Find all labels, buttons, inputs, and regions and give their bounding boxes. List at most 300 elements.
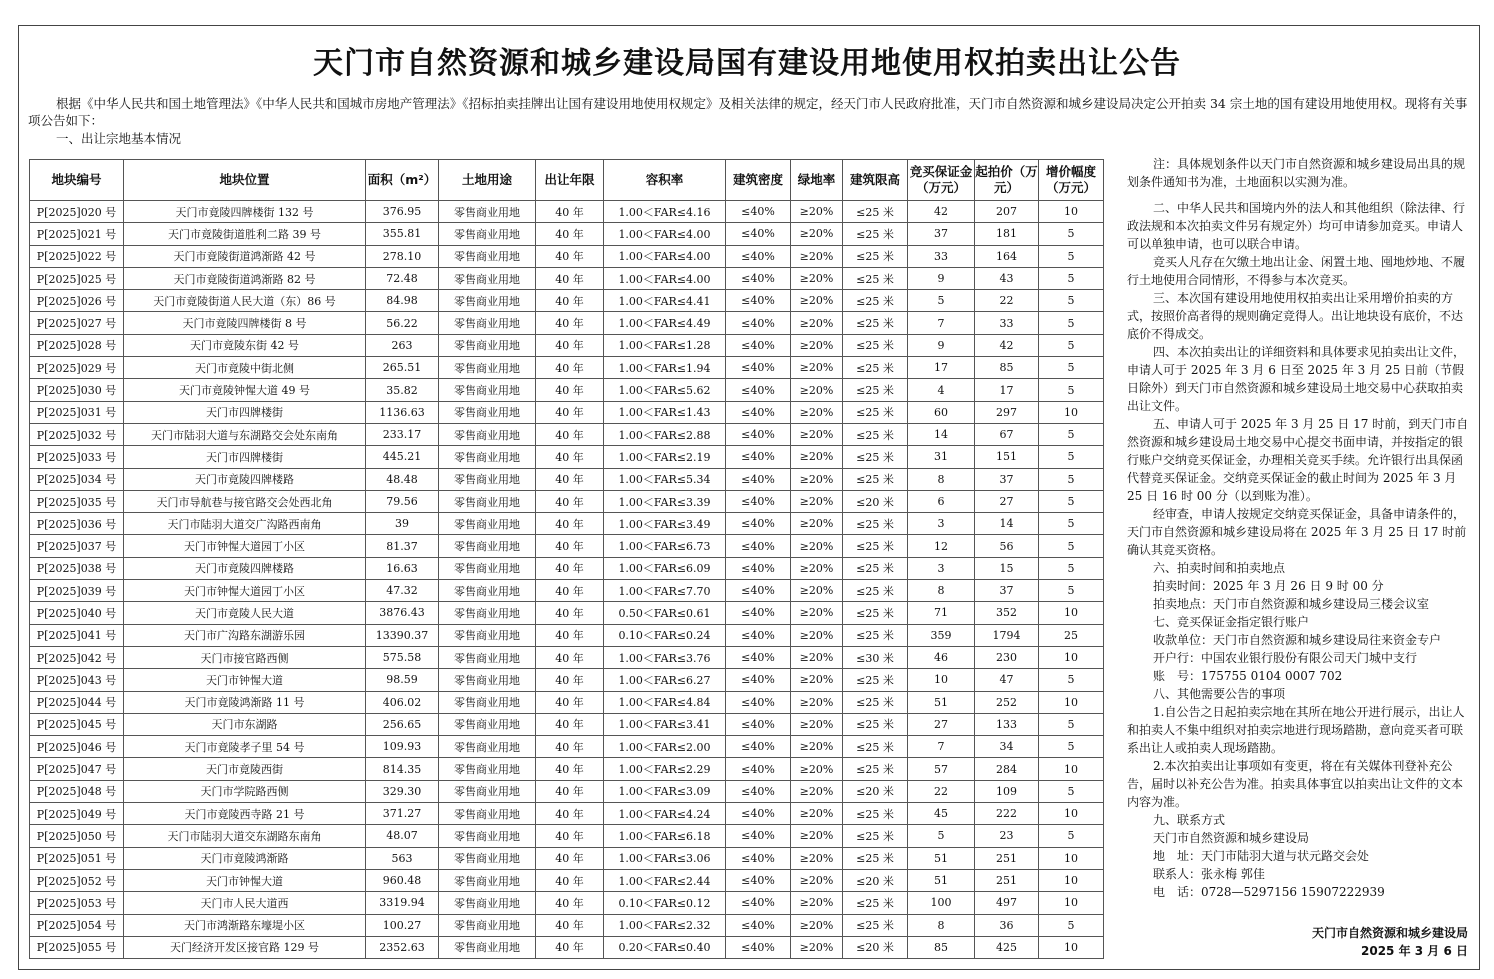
table-cell: 40 年 — [536, 535, 604, 557]
table-cell: 1.00＜FAR≤2.32 — [604, 914, 726, 936]
table-cell: 40 年 — [536, 825, 604, 847]
table-cell: 1.00＜FAR≤3.41 — [604, 713, 726, 735]
table-cell: ≤40% — [726, 736, 791, 758]
table-cell: ≥20% — [791, 490, 843, 512]
table-cell: ≤25 米 — [843, 580, 908, 602]
table-cell: 575.58 — [366, 646, 439, 668]
table-cell: 零售商业用地 — [439, 490, 536, 512]
table-cell: 60 — [908, 401, 975, 423]
table-cell: 17 — [908, 357, 975, 379]
table-cell: 0.10＜FAR≤0.24 — [604, 624, 726, 646]
table-cell: 23 — [975, 825, 1039, 847]
table-cell: P[2025]032 号 — [30, 423, 124, 445]
table-cell: ≤25 米 — [843, 847, 908, 869]
table-cell: ≤40% — [726, 869, 791, 891]
table-cell: 5 — [1039, 535, 1104, 557]
table-row — [30, 624, 1104, 646]
table-cell: 8 — [908, 468, 975, 490]
table-cell: ≥20% — [791, 780, 843, 802]
table-cell: 960.48 — [366, 869, 439, 891]
table-cell: 40 年 — [536, 557, 604, 579]
column-header: 绿地率 — [791, 160, 843, 201]
notice-paragraph: 地 址：天门市陆羽大道与状元路交会处 — [1153, 849, 1370, 863]
table-cell: 100 — [908, 892, 975, 914]
table-cell: 359 — [908, 624, 975, 646]
table-cell: 100.27 — [366, 914, 439, 936]
table-cell: 零售商业用地 — [439, 847, 536, 869]
table-cell: ≤40% — [726, 223, 791, 245]
table-cell: ≤40% — [726, 267, 791, 289]
table-cell: ≤40% — [726, 758, 791, 780]
table-cell: P[2025]035 号 — [30, 490, 124, 512]
table-cell: 5 — [1039, 557, 1104, 579]
table-row — [30, 758, 1104, 780]
table-cell: 1.00＜FAR≤4.84 — [604, 691, 726, 713]
table-cell: 零售商业用地 — [439, 334, 536, 356]
table-row — [30, 713, 1104, 735]
notice-paragraph: 账 号：175755 0104 0007 702 — [1153, 669, 1343, 683]
table-cell: 5 — [1039, 736, 1104, 758]
table-cell: ≤25 米 — [843, 245, 908, 267]
table-cell: ≥20% — [791, 379, 843, 401]
table-cell: 3 — [908, 513, 975, 535]
table-cell: 5 — [1039, 780, 1104, 802]
table-cell: 零售商业用地 — [439, 580, 536, 602]
notice-paragraph: 三、本次国有建设用地使用权拍卖出让采用增价拍卖的方式，按照价高者得的规则确定竞得人。出让地块设有底价，不达底价不得成交。 — [1127, 291, 1464, 341]
table-cell: ≤25 米 — [843, 357, 908, 379]
table-cell: 376.95 — [366, 201, 439, 223]
column-header: 建筑限高 — [843, 160, 908, 201]
table-cell: 109.93 — [366, 736, 439, 758]
table-row — [30, 936, 1104, 958]
notice-paragraph: 九、联系方式 — [1153, 813, 1226, 827]
table-row — [30, 401, 1104, 423]
table-cell: 40 年 — [536, 847, 604, 869]
table-cell: 10 — [1039, 892, 1104, 914]
table-cell: P[2025]042 号 — [30, 646, 124, 668]
table-cell: 0.50＜FAR≤0.61 — [604, 602, 726, 624]
table-cell: 40 年 — [536, 736, 604, 758]
table-cell: 25 — [1039, 624, 1104, 646]
table-cell: 零售商业用地 — [439, 780, 536, 802]
table-row — [30, 825, 1104, 847]
table-cell: 1.00＜FAR≤4.16 — [604, 201, 726, 223]
table-cell: 3319.94 — [366, 892, 439, 914]
table-cell: P[2025]036 号 — [30, 513, 124, 535]
table-cell: 1.00＜FAR≤5.62 — [604, 379, 726, 401]
table-cell: 天门市东湖路 — [124, 713, 366, 735]
table-cell: ≥20% — [791, 892, 843, 914]
table-cell: 天门市竟陵街道鸿渐路 82 号 — [124, 267, 366, 289]
table-cell: P[2025]040 号 — [30, 602, 124, 624]
table-cell: 5 — [1039, 290, 1104, 312]
table-cell: 天门市陆羽大道与东湖路交会处东南角 — [124, 423, 366, 445]
table-cell: ≤20 米 — [843, 936, 908, 958]
table-cell: ≥20% — [791, 847, 843, 869]
table-cell: ≤25 米 — [843, 513, 908, 535]
table-cell: 37 — [975, 580, 1039, 602]
table-cell: 256.65 — [366, 713, 439, 735]
table-cell: 1.00＜FAR≤2.19 — [604, 446, 726, 468]
page-title: 天门市自然资源和城乡建设局国有建设用地使用权拍卖出让公告 — [313, 46, 1181, 81]
table-cell: 天门市竟陵四牌楼路 — [124, 468, 366, 490]
table-cell: ≥20% — [791, 936, 843, 958]
notice-paragraph: 拍卖时间：2025 年 3 月 26 日 9 时 00 分 — [1153, 579, 1384, 593]
table-cell: ≥20% — [791, 825, 843, 847]
table-cell: 5 — [1039, 423, 1104, 445]
table-cell: 零售商业用地 — [439, 691, 536, 713]
table-cell: ≥20% — [791, 691, 843, 713]
table-cell: ≤40% — [726, 201, 791, 223]
table-cell: 33 — [975, 312, 1039, 334]
table-cell: ≤40% — [726, 780, 791, 802]
table-cell: 零售商业用地 — [439, 892, 536, 914]
table-row — [30, 245, 1104, 267]
table-cell: 40 年 — [536, 312, 604, 334]
table-cell: 天门市钟惺大道 — [124, 669, 366, 691]
table-cell: 4 — [908, 379, 975, 401]
table-cell: 零售商业用地 — [439, 624, 536, 646]
table-cell: 6 — [908, 490, 975, 512]
table-row — [30, 803, 1104, 825]
section-heading: 一、出让宗地基本情况 — [56, 131, 182, 146]
table-cell: 1.00＜FAR≤3.39 — [604, 490, 726, 512]
table-cell: 零售商业用地 — [439, 535, 536, 557]
table-cell: P[2025]029 号 — [30, 357, 124, 379]
table-row — [30, 468, 1104, 490]
table-cell: 265.51 — [366, 357, 439, 379]
table-cell: 天门市竟陵四牌楼路 — [124, 557, 366, 579]
table-row — [30, 357, 1104, 379]
table-cell: 45 — [908, 803, 975, 825]
table-row — [30, 580, 1104, 602]
table-cell: 零售商业用地 — [439, 401, 536, 423]
notice-paragraph: 七、竞买保证金指定银行账户 — [1153, 615, 1310, 629]
notice-paragraph: 五、申请人可于 2025 年 3 月 25 日 17 时前，到天门市自然资源和城乡建设局土地交易中心提交书面申请，并按指定的银行账户交纳竞买保证金，办理相关竞买手续。允许银行出具保函代替竞买保证金。交纳竞买保证金的截止时间为 2025 年 3 月 25 日 16 时 00 分（以到账为准）。 — [1127, 417, 1469, 503]
table-cell: ≤40% — [726, 602, 791, 624]
table-cell: 37 — [975, 468, 1039, 490]
table-row — [30, 869, 1104, 891]
table-cell: P[2025]034 号 — [30, 468, 124, 490]
table-cell: 3 — [908, 557, 975, 579]
table-cell: P[2025]054 号 — [30, 914, 124, 936]
table-cell: 零售商业用地 — [439, 758, 536, 780]
table-cell: 40 年 — [536, 936, 604, 958]
table-cell: ≤40% — [726, 646, 791, 668]
table-cell: 天门市四牌楼街 — [124, 401, 366, 423]
table-cell: 46 — [908, 646, 975, 668]
table-cell: 5 — [1039, 267, 1104, 289]
table-cell: P[2025]047 号 — [30, 758, 124, 780]
table-cell: 406.02 — [366, 691, 439, 713]
table-cell: 零售商业用地 — [439, 803, 536, 825]
table-cell: 40 年 — [536, 780, 604, 802]
table-cell: ≤40% — [726, 379, 791, 401]
table-row — [30, 334, 1104, 356]
table-cell: 40 年 — [536, 803, 604, 825]
table-cell: 1.00＜FAR≤3.49 — [604, 513, 726, 535]
table-cell: 天门市鸿渐路东壕堤小区 — [124, 914, 366, 936]
table-cell: 10 — [1039, 602, 1104, 624]
table-cell: 零售商业用地 — [439, 245, 536, 267]
table-cell: 42 — [975, 334, 1039, 356]
table-cell: ≥20% — [791, 513, 843, 535]
table-cell: 57 — [908, 758, 975, 780]
table-cell: ≤25 米 — [843, 914, 908, 936]
table-cell: ≤20 米 — [843, 490, 908, 512]
table-cell: 零售商业用地 — [439, 936, 536, 958]
table-row — [30, 736, 1104, 758]
table-cell: 329.30 — [366, 780, 439, 802]
table-cell: 36 — [975, 914, 1039, 936]
table-cell: 零售商业用地 — [439, 201, 536, 223]
table-cell: P[2025]033 号 — [30, 446, 124, 468]
table-cell: 40 年 — [536, 201, 604, 223]
table-cell: 10 — [1039, 758, 1104, 780]
table-cell: ≤25 米 — [843, 312, 908, 334]
table-row — [30, 602, 1104, 624]
table-cell: 17 — [975, 379, 1039, 401]
table-cell: ≤25 米 — [843, 535, 908, 557]
column-header: 出让年限 — [536, 160, 604, 201]
table-cell: 40 年 — [536, 758, 604, 780]
table-cell: 天门市竟陵四牌楼街 132 号 — [124, 201, 366, 223]
table-cell: 47.32 — [366, 580, 439, 602]
table-cell: ≤25 米 — [843, 713, 908, 735]
table-cell: 40 年 — [536, 290, 604, 312]
table-cell: ≥20% — [791, 201, 843, 223]
table-cell: ≤25 米 — [843, 267, 908, 289]
table-cell: 40 年 — [536, 869, 604, 891]
table-cell: ≤40% — [726, 290, 791, 312]
table-cell: 164 — [975, 245, 1039, 267]
table-cell: 零售商业用地 — [439, 223, 536, 245]
table-cell: 天门市竟陵街道鸿渐路 42 号 — [124, 245, 366, 267]
table-cell: 5 — [1039, 357, 1104, 379]
table-cell: 1.00＜FAR≤4.00 — [604, 267, 726, 289]
table-cell: 零售商业用地 — [439, 736, 536, 758]
notice-paragraph: 二、中华人民共和国境内外的法人和其他组织（除法律、行政法规和本次拍卖文件另有规定外）均可申请参加竞买。申请人可以单独申请，也可以联合申请。 — [1127, 201, 1466, 251]
table-cell: 5 — [1039, 446, 1104, 468]
table-cell: P[2025]038 号 — [30, 557, 124, 579]
table-cell: 31 — [908, 446, 975, 468]
table-cell: ≥20% — [791, 669, 843, 691]
table-cell: ≥20% — [791, 312, 843, 334]
notice-paragraph: 收款单位：天门市自然资源和城乡建设局往来资金专户 — [1153, 633, 1442, 647]
table-cell: 84.98 — [366, 290, 439, 312]
table-cell: 5 — [1039, 379, 1104, 401]
column-header: 地块编号 — [30, 160, 124, 201]
table-cell: 天门市竟陵鸿渐路 — [124, 847, 366, 869]
table-cell: ≤40% — [726, 446, 791, 468]
table-cell: 零售商业用地 — [439, 713, 536, 735]
table-cell: P[2025]028 号 — [30, 334, 124, 356]
table-cell: 233.17 — [366, 423, 439, 445]
table-cell: 10 — [1039, 869, 1104, 891]
table-cell: 零售商业用地 — [439, 423, 536, 445]
table-cell: 51 — [908, 847, 975, 869]
table-cell: 1.00＜FAR≤1.28 — [604, 334, 726, 356]
table-row — [30, 312, 1104, 334]
table-cell: ≤25 米 — [843, 379, 908, 401]
table-cell: 5 — [1039, 490, 1104, 512]
table-cell: ≤25 米 — [843, 201, 908, 223]
table-cell: 85 — [908, 936, 975, 958]
table-cell: 零售商业用地 — [439, 312, 536, 334]
table-cell: 40 年 — [536, 446, 604, 468]
table-cell: 天门市接官路西侧 — [124, 646, 366, 668]
table-cell: 40 年 — [536, 646, 604, 668]
table-cell: 81.37 — [366, 535, 439, 557]
table-cell: 3876.43 — [366, 602, 439, 624]
table-cell: ≤40% — [726, 669, 791, 691]
table-cell: 40 年 — [536, 914, 604, 936]
table-cell: 天门市竟陵东街 42 号 — [124, 334, 366, 356]
table-row — [30, 201, 1104, 223]
table-cell: 10 — [1039, 401, 1104, 423]
table-cell: 天门市竟陵西街 — [124, 758, 366, 780]
table-cell: 14 — [908, 423, 975, 445]
table-cell: 56 — [975, 535, 1039, 557]
table-cell: 181 — [975, 223, 1039, 245]
table-cell: 7 — [908, 312, 975, 334]
table-cell: P[2025]052 号 — [30, 869, 124, 891]
table-cell: 22 — [975, 290, 1039, 312]
table-cell: 零售商业用地 — [439, 602, 536, 624]
table-cell: 1.00＜FAR≤4.49 — [604, 312, 726, 334]
table-cell: 51 — [908, 691, 975, 713]
table-cell: 40 年 — [536, 624, 604, 646]
table-cell: 10 — [1039, 646, 1104, 668]
table-cell: 1.00＜FAR≤2.88 — [604, 423, 726, 445]
table-row — [30, 691, 1104, 713]
table-cell: ≤25 米 — [843, 446, 908, 468]
table-cell: 40 年 — [536, 468, 604, 490]
table-row — [30, 557, 1104, 579]
table-cell: P[2025]030 号 — [30, 379, 124, 401]
table-cell: P[2025]044 号 — [30, 691, 124, 713]
table-cell: 零售商业用地 — [439, 446, 536, 468]
table-cell: 零售商业用地 — [439, 379, 536, 401]
table-cell: 40 年 — [536, 334, 604, 356]
table-cell: 48.48 — [366, 468, 439, 490]
table-cell: ≤30 米 — [843, 646, 908, 668]
table-cell: P[2025]048 号 — [30, 780, 124, 802]
table-cell: 5 — [1039, 223, 1104, 245]
notice-body — [1127, 155, 1471, 901]
table-cell: 10 — [1039, 691, 1104, 713]
table-cell: 297 — [975, 401, 1039, 423]
table-cell: 40 年 — [536, 713, 604, 735]
table-cell: P[2025]031 号 — [30, 401, 124, 423]
table-cell: ≤40% — [726, 334, 791, 356]
table-cell: 251 — [975, 847, 1039, 869]
table-cell: ≤25 米 — [843, 290, 908, 312]
table-cell: 230 — [975, 646, 1039, 668]
table-cell: 天门经济开发区接官路 129 号 — [124, 936, 366, 958]
table-cell: ≥20% — [791, 803, 843, 825]
table-cell: ≤40% — [726, 936, 791, 958]
column-header: 地块位置 — [124, 160, 366, 201]
table-cell: 天门市钟惺大道园丁小区 — [124, 535, 366, 557]
table-row — [30, 423, 1104, 445]
table-cell: 43 — [975, 267, 1039, 289]
table-cell: 39 — [366, 513, 439, 535]
table-cell: 零售商业用地 — [439, 825, 536, 847]
table-cell: ≥20% — [791, 713, 843, 735]
table-cell: 1.00＜FAR≤2.29 — [604, 758, 726, 780]
table-cell: 天门市竟陵钟惺大道 49 号 — [124, 379, 366, 401]
table-cell: 35.82 — [366, 379, 439, 401]
table-row — [30, 290, 1104, 312]
table-cell: 5 — [1039, 669, 1104, 691]
table-cell: 563 — [366, 847, 439, 869]
table-cell: 天门市四牌楼街 — [124, 446, 366, 468]
notice-paragraph: 八、其他需要公告的事项 — [1153, 687, 1286, 701]
table-cell: ≤40% — [726, 580, 791, 602]
table-cell: 40 年 — [536, 490, 604, 512]
notice-paragraph: 竞买人凡存在欠缴土地出让金、闲置土地、囤地炒地、不履行土地使用合同情形，不得参与本次竞买。 — [1127, 255, 1466, 287]
table-cell: 15 — [975, 557, 1039, 579]
table-cell: 252 — [975, 691, 1039, 713]
table-row — [30, 646, 1104, 668]
table-cell: 10 — [1039, 803, 1104, 825]
table-cell: 天门市竟陵街道人民大道（东）86 号 — [124, 290, 366, 312]
table-cell: 814.35 — [366, 758, 439, 780]
table-cell: 1.00＜FAR≤6.09 — [604, 557, 726, 579]
table-cell: 7 — [908, 736, 975, 758]
table-cell: 40 年 — [536, 401, 604, 423]
table-cell: 天门市竟陵孝子里 54 号 — [124, 736, 366, 758]
table-header-row — [30, 160, 1104, 201]
notice-paragraph: 经审查，申请人按规定交纳竞买保证金，具备申请条件的，天门市自然资源和城乡建设局将在 2025 年 3 月 25 日 17 时前确认其竞买资格。 — [1127, 507, 1467, 557]
table-cell: 5 — [1039, 334, 1104, 356]
intro-paragraph: 根据《中华人民共和国土地管理法》《中华人民共和国城市房地产管理法》《招标拍卖挂牌出让国有建设用地使用权规定》及相关法律的规定，经天门市人民政府批准，天门市自然资源和城乡建设局决定公开拍卖 34 宗土地的国有建设用地使用权。现将有关事项公告如下： — [28, 96, 1468, 128]
table-cell: 1.00＜FAR≤3.09 — [604, 780, 726, 802]
table-cell: 1.00＜FAR≤6.27 — [604, 669, 726, 691]
table-cell: ≤40% — [726, 847, 791, 869]
table-cell: 40 年 — [536, 245, 604, 267]
table-cell: 34 — [975, 736, 1039, 758]
table-cell: ≥20% — [791, 223, 843, 245]
table-cell: 1.00＜FAR≤4.24 — [604, 803, 726, 825]
table-cell: 251 — [975, 869, 1039, 891]
table-cell: 天门市学院路西侧 — [124, 780, 366, 802]
notice-paragraph: 1.自公告之日起拍卖宗地在其所在地公开进行展示，出让人和拍卖人不集中组织对拍卖宗地进行现场踏勘，意向竞买者可联系出让人或拍卖人现场踏勘。 — [1127, 705, 1465, 755]
table-cell: 零售商业用地 — [439, 646, 536, 668]
table-cell: P[2025]046 号 — [30, 736, 124, 758]
table-cell: 1.00＜FAR≤5.34 — [604, 468, 726, 490]
table-cell: 67 — [975, 423, 1039, 445]
table-cell: 零售商业用地 — [439, 267, 536, 289]
table-cell: 10 — [1039, 201, 1104, 223]
table-row — [30, 780, 1104, 802]
table-cell: 零售商业用地 — [439, 557, 536, 579]
table-cell: 天门市人民大道西 — [124, 892, 366, 914]
table-cell: P[2025]025 号 — [30, 267, 124, 289]
table-cell: 40 年 — [536, 580, 604, 602]
table-cell: 40 年 — [536, 223, 604, 245]
table-cell: P[2025]027 号 — [30, 312, 124, 334]
table-cell: 42 — [908, 201, 975, 223]
table-cell: 40 年 — [536, 669, 604, 691]
table-row — [30, 914, 1104, 936]
notice-paragraph: 电 话：0728—5297156 15907222939 — [1153, 885, 1385, 899]
table-cell: ≤40% — [726, 825, 791, 847]
table-cell: 1.00＜FAR≤1.43 — [604, 401, 726, 423]
table-cell: 425 — [975, 936, 1039, 958]
table-cell: 222 — [975, 803, 1039, 825]
